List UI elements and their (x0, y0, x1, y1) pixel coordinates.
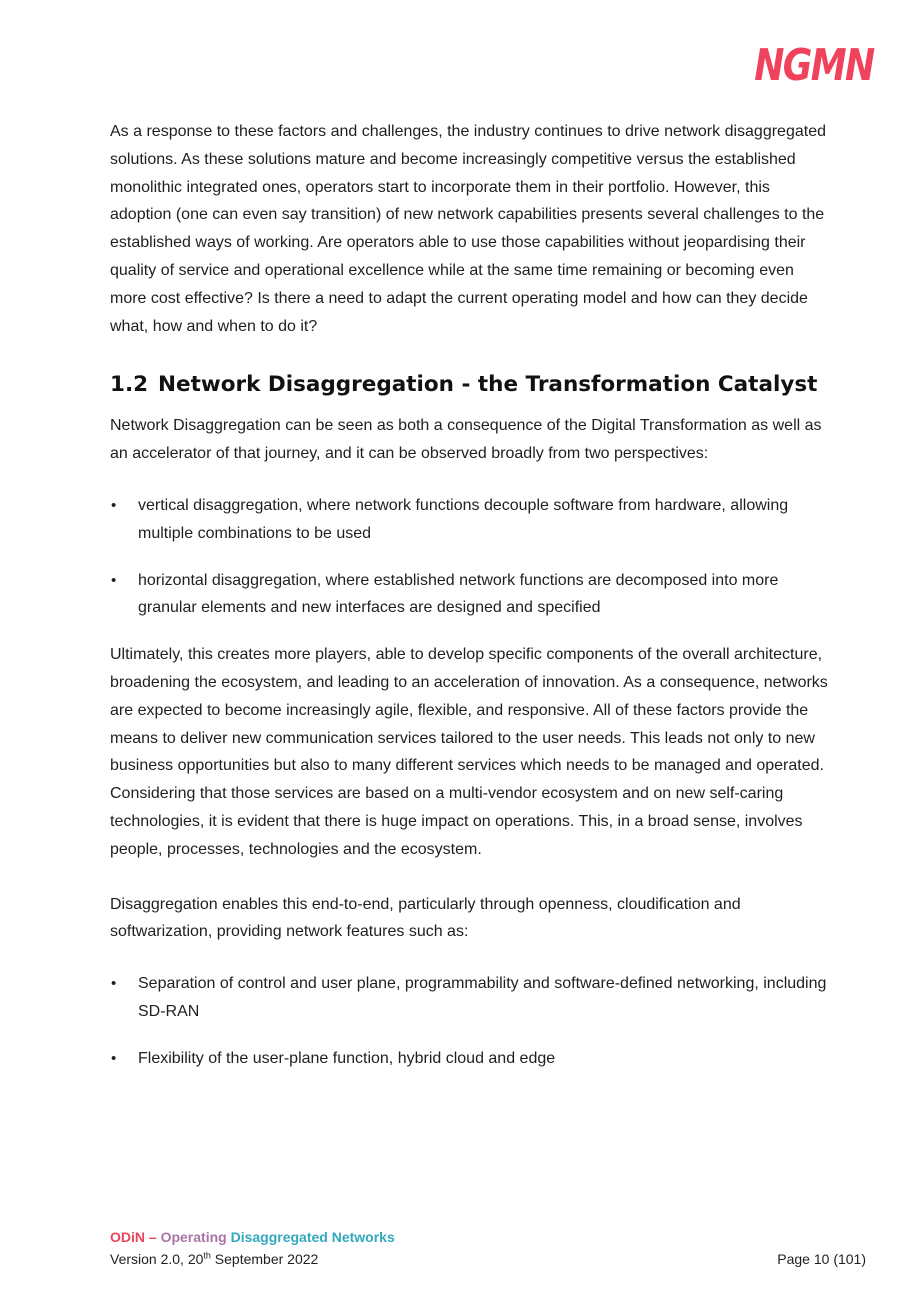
list-item (110, 970, 828, 1026)
ngmn-logo: NGMN (754, 40, 874, 91)
paragraph-intro: As a response to these factors and challenges, the industry continues to drive network disaggregated solutions. As these solutions mature and become increasingly competitive versus the established monolithic integrated ones, operators start to incorporate them in their portfolio. However, this adoption (one can even say transition) of new network capabilities presents several challenges to the established ways of working. Are operators able to use those capabilities without jeopardising their quality of service and operational excellence while at the same time remaining or becoming even more cost effective? Is there a need to adapt the current operating model and how can they decide what, how and when to do it? (110, 123, 826, 335)
footer-document-info (110, 1226, 395, 1270)
perspectives-list (110, 492, 828, 622)
footer-title (110, 1226, 395, 1248)
paragraph-perspectives: Network Disaggregation can be seen as both a consequence of the Digital Transformation as well as an accelerator of that journey, and it can be observed broadly from two perspectives: (110, 417, 822, 463)
list-item-text: vertical disaggregation, where network functions decouple software from hardware, allowing multiple combinations to be used (138, 496, 789, 542)
bullet-icon: • (111, 1049, 117, 1067)
bullet-icon: • (111, 571, 117, 589)
version-text: Version 2.0, 20 (110, 1251, 204, 1267)
paragraph-disaggregation: Disaggregation enables this end-to-end, particularly through openness, cloudification and softwarization, providing network features such as: (110, 895, 741, 941)
bullet-icon: • (111, 496, 117, 514)
footer-title-odin: ODiN – (110, 1229, 161, 1245)
features-list (110, 970, 828, 1072)
list-item-text: Flexibility of the user-plane function, hybrid cloud and edge (138, 1049, 556, 1067)
bullet-icon: • (111, 975, 117, 993)
section-number: 1.2 (110, 372, 149, 398)
list-item (110, 492, 828, 548)
page-content (110, 118, 828, 1092)
list-item-text: horizontal disaggregation, where established network functions are decomposed into more granular elements and new interfaces are designed and specified (138, 571, 779, 617)
footer-title-operating: Operating (160, 1229, 231, 1245)
section-title: Network Disaggregation - the Transformation Catalyst (158, 372, 818, 398)
list-item (110, 567, 828, 623)
list-item-text: Separation of control and user plane, programmability and software-defined networking, including SD-RAN (138, 975, 827, 1020)
footer-version (110, 1248, 395, 1270)
page-number: Page 10 (101) (777, 1251, 866, 1267)
footer-title-networks: Disaggregated Networks (230, 1229, 395, 1245)
paragraph-ultimately: Ultimately, this creates more players, able to develop specific components of the overall architecture, broadening the ecosystem, and leading to an acceleration of innovation. As a consequence, networks are expected to become increasingly agile, flexible, and responsive. All of these factors provide the means to deliver new communication services tailored to the user needs. This leads not only to new business opportunities but also to many different services which needs to be managed and operated. Considering that those services are based on a multi-vendor ecosystem and on new self-caring technologies, it is evident that there is huge impact on operations. This, in a broad sense, involves people, processes, technologies and the ecosystem. (110, 646, 828, 858)
section-heading (110, 368, 828, 402)
version-ordinal: th (203, 1250, 211, 1261)
list-item (110, 1045, 828, 1073)
version-date: September 2022 (210, 1251, 319, 1267)
